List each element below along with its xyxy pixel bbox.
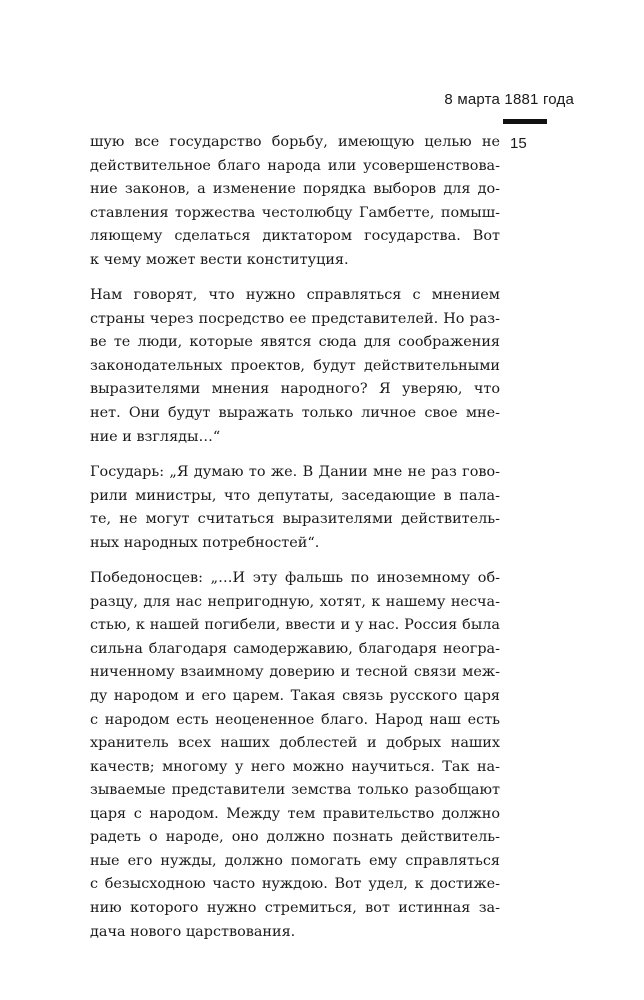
text-line: сильна благодаря самодержавию, благодаря неогра- xyxy=(90,640,500,657)
text-line: радеть о народе, оно должно познать действитель- xyxy=(90,829,500,846)
paragraph xyxy=(90,284,500,449)
text-line: выразителями мнения народного? Я уверяю, что xyxy=(90,381,500,398)
text-line: ляющему сделаться диктатором государства. Вот xyxy=(90,228,500,245)
text-line: хранитель всех наших доблестей и добрых наших xyxy=(90,735,500,752)
text-line: те, не могут считаться выразителями действитель- xyxy=(90,511,500,528)
text-line: ние законов, а изменение порядка выборов для до- xyxy=(90,181,500,198)
text-line: Нам говорят, что нужно справляться с мнением xyxy=(90,287,500,304)
paragraph xyxy=(90,131,500,272)
text-line: Победоносцев: „…И эту фальшь по иноземному об- xyxy=(90,570,500,587)
text-line: к чему может вести конституция. xyxy=(90,251,349,268)
text-line: разцу, для нас непригодную, хотят, к нашему несча- xyxy=(90,593,500,610)
text-line: нию которого нужно стремиться, вот истинная за- xyxy=(90,899,500,916)
text-line: ных народных потребностей“. xyxy=(90,534,320,551)
text-line: ставления торжества честолюбцу Гамбетте, помыш- xyxy=(90,204,500,221)
text-line: качеств; многому у него можно научиться. Так на- xyxy=(90,758,500,775)
text-line: Государь: „Я думаю то же. В Дании мне не раз гово- xyxy=(90,464,500,481)
text-line: ние и взгляды…“ xyxy=(90,428,221,445)
paragraph xyxy=(90,567,500,944)
text-line: рили министры, что депутаты, заседающие в пала- xyxy=(90,487,500,504)
page-number-bar xyxy=(503,119,547,124)
text-line: дача нового царствования. xyxy=(90,923,296,940)
text-line: с народом есть неоцененное благо. Народ наш есть xyxy=(90,711,500,728)
text-line: с безысходною часто нуждою. Вот удел, к достиже- xyxy=(90,876,500,893)
paragraph xyxy=(90,461,500,555)
text-line: страны через посредство ее представителей. Но раз- xyxy=(90,310,500,327)
running-head: 8 марта 1881 года xyxy=(444,91,574,108)
text-line: ные его нужды, должно помогать ему справляться xyxy=(90,852,500,869)
text-line: ве те люди, которые явятся сюда для соображения xyxy=(90,334,500,351)
text-line: действительное благо народа или усовершенствова- xyxy=(90,157,500,174)
text-line: ду народом и его царем. Такая связь русского царя xyxy=(90,688,500,705)
text-line: ниченному взаимному доверию и тесной связи меж- xyxy=(90,664,500,681)
body-text xyxy=(90,131,500,944)
page-number: 15 xyxy=(510,135,527,152)
text-line: зываемые представители земства только разобщают xyxy=(90,782,500,799)
text-line: нет. Они будут выражать только личное свое мне- xyxy=(90,405,500,422)
text-line: стью, к нашей погибели, ввести и у нас. Россия была xyxy=(90,617,500,634)
text-line: шую все государство борьбу, имеющую целью не xyxy=(90,134,500,150)
text-line: царя с народом. Между тем правительство должно xyxy=(90,805,500,822)
text-line: законодательных проектов, будут действительными xyxy=(90,357,500,374)
